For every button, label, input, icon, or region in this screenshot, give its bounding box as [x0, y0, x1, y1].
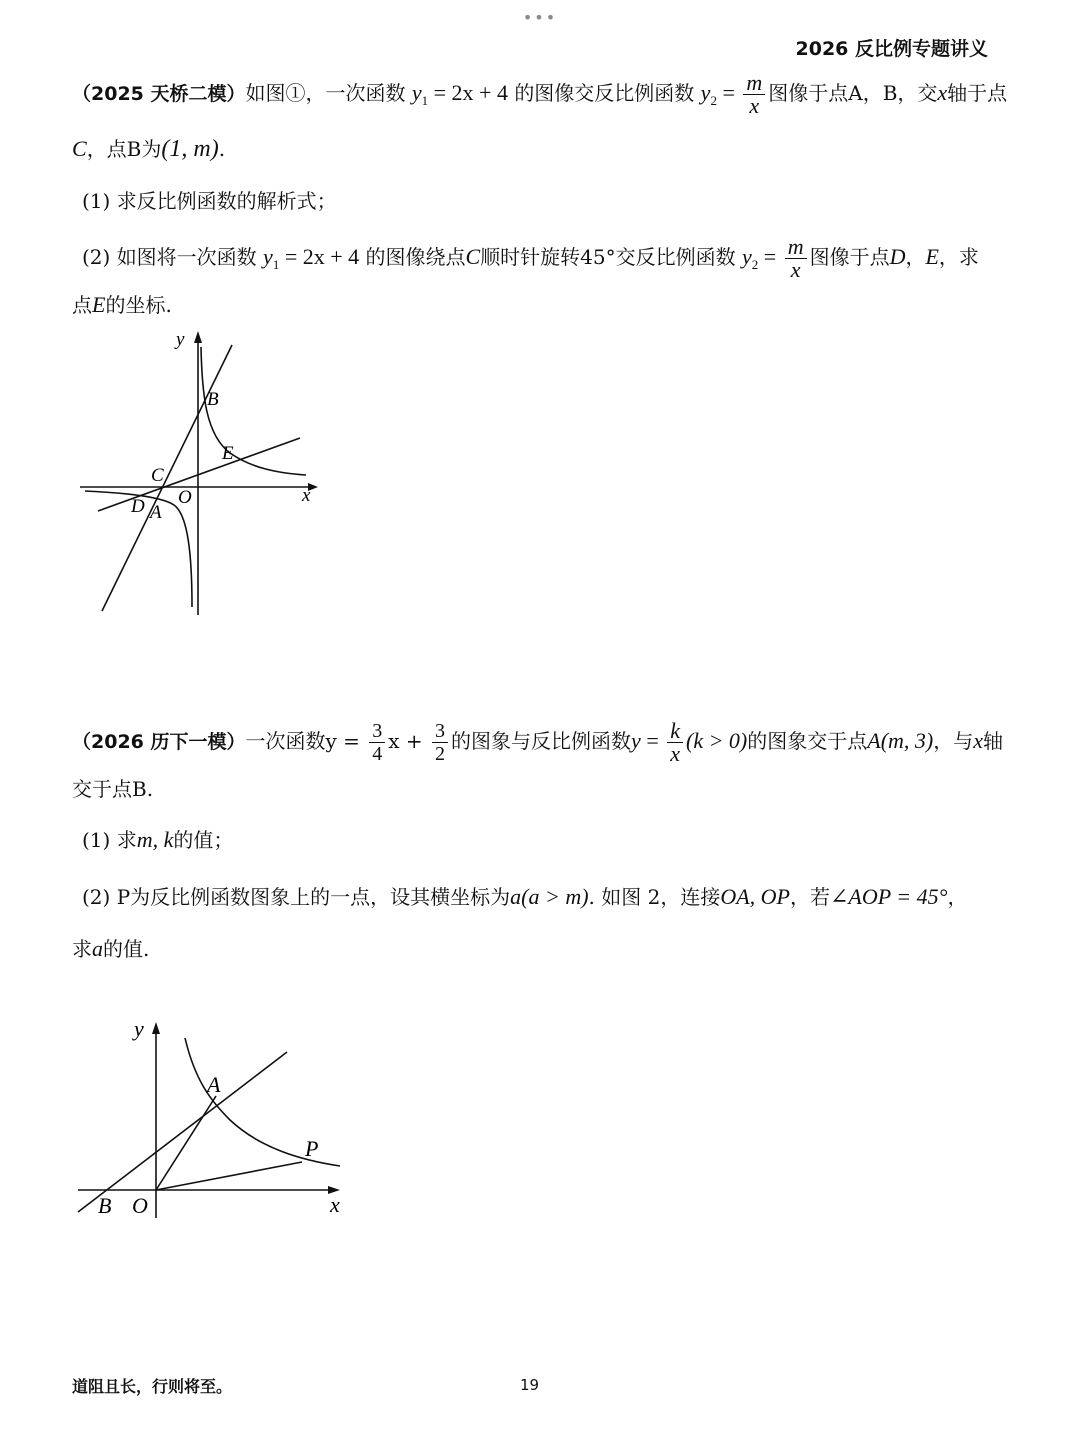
text: ，若	[790, 885, 830, 909]
problem1-source: （2025 天桥二模）	[72, 83, 246, 105]
text: ，求	[938, 245, 979, 269]
label-O: O	[132, 1193, 148, 1218]
math-y2: $y_2$	[742, 244, 759, 272]
text: 一次函数y =	[245, 729, 367, 753]
fraction-k-over-x: $\frac{k}{x}$	[667, 720, 683, 765]
text: 的图像绕点	[365, 245, 466, 269]
problem1-figure	[70, 325, 330, 620]
problem2-source: （2026 历下一模）	[72, 731, 246, 753]
footer-motto: 道阻且长，行则将至。	[72, 1377, 233, 1396]
segment-OA	[156, 1096, 216, 1190]
text: 求	[72, 937, 92, 961]
math-angle: ∠AOP = 45°	[830, 884, 948, 909]
math-condition-a: a(a > m)	[510, 884, 589, 909]
text: ，	[905, 245, 926, 269]
label-A: A	[150, 502, 162, 523]
problem2-question2-line2	[72, 934, 992, 964]
label-y: y	[176, 329, 185, 350]
math-y: y	[631, 728, 641, 753]
math-D: D	[889, 244, 906, 269]
math-eq: =	[716, 80, 741, 105]
y-axis-arrow-icon	[194, 331, 202, 343]
label-x: x	[302, 485, 311, 506]
problem2-question1	[82, 825, 1002, 855]
math-E: E	[925, 244, 939, 269]
line-y1	[102, 345, 232, 611]
math-point-A: A(m, 3)	[867, 728, 934, 753]
fraction-3-over-2: $\frac{3}{2}$	[432, 720, 448, 765]
label-D: D	[131, 496, 145, 517]
label-x: x	[330, 1192, 340, 1217]
label-P: P	[305, 1136, 319, 1161]
text: .	[218, 137, 226, 161]
label-B: B	[207, 389, 219, 410]
math-x: x	[973, 728, 984, 753]
math-y1: $y_1$	[411, 80, 429, 108]
text: (2) 如图将一次函数	[82, 245, 257, 269]
text: 的值.	[103, 937, 150, 961]
math-E: E	[92, 292, 106, 317]
text: 的坐标.	[105, 293, 172, 317]
text: ，点B为	[86, 137, 162, 161]
fraction-3-over-4: $\frac{3}{4}$	[369, 720, 385, 765]
math-y1-expr: = 2x + 4	[428, 80, 508, 105]
problem1-stem-line2	[72, 134, 992, 164]
math-condition-k: (k > 0)	[686, 728, 748, 753]
math-y2: $y_2$	[700, 80, 717, 108]
problem1-question1: (1) 求反比例函数的解析式；	[82, 189, 337, 213]
math-C: C	[72, 136, 87, 161]
problem2-question2-line1	[82, 882, 1002, 912]
text: 轴	[983, 729, 1004, 753]
line-y	[78, 1052, 287, 1212]
math-point-B: (1, m)	[161, 136, 219, 162]
math-a: a	[92, 936, 103, 961]
problem1-stem-line1	[72, 70, 1008, 118]
text: 的图象交于点	[747, 729, 868, 753]
label-C: C	[151, 465, 164, 486]
label-O: O	[178, 487, 192, 508]
text: 点	[72, 293, 92, 317]
problem1-question2-line1	[82, 236, 1002, 281]
text: 的图像交反比例函数	[514, 81, 695, 105]
top-indicator-dots: •••	[522, 8, 558, 27]
text: ，与	[933, 729, 974, 753]
math-eq: =	[758, 244, 782, 269]
text: x +	[388, 729, 430, 753]
text: 的图象与反比例函数	[451, 729, 632, 753]
text: . 如图 2，连接	[588, 885, 721, 909]
text: 图像于点A，B，交	[768, 81, 938, 105]
math-segments: OA, OP	[720, 884, 790, 909]
math-eq: =	[640, 728, 665, 753]
text: 如图①，一次函数	[245, 81, 406, 105]
fraction-m-over-x: $\frac{m}{x}$	[743, 72, 765, 117]
page-number: 19	[520, 1376, 540, 1394]
label-B: B	[98, 1193, 112, 1218]
text: 轴于点	[947, 81, 1008, 105]
problem2-stem-line1	[72, 718, 1004, 766]
math-y1-expr: = 2x + 4	[279, 244, 360, 269]
math-x: x	[937, 80, 948, 105]
label-E: E	[222, 443, 234, 464]
text: (1) 求	[82, 828, 137, 852]
label-A: A	[207, 1072, 221, 1097]
problem1-question2-line2	[72, 290, 992, 320]
label-y: y	[134, 1016, 144, 1041]
problem2-figure	[70, 1010, 360, 1225]
text: ，	[947, 885, 968, 909]
y-axis-arrow-icon	[152, 1022, 160, 1034]
rotated-line	[98, 438, 300, 511]
text: 图像于点	[809, 245, 890, 269]
math-m-k: m, k	[136, 827, 174, 852]
text: (2) P为反比例函数图象上的一点，设其横坐标为	[82, 885, 511, 909]
problem2-stem-line2: 交于点B.	[72, 777, 154, 801]
fraction-m-over-x: $\frac{m}{x}$	[785, 236, 807, 281]
math-y1: $y_1$	[263, 244, 280, 272]
segment-OP	[156, 1162, 302, 1190]
page-header-title: 2026 反比例专题讲义	[795, 38, 988, 60]
text: 的值；	[173, 828, 234, 852]
hyperbola-branch-right	[201, 347, 306, 475]
text: 顺时针旋转45°交反比例函数	[480, 245, 736, 269]
math-C: C	[465, 244, 481, 269]
